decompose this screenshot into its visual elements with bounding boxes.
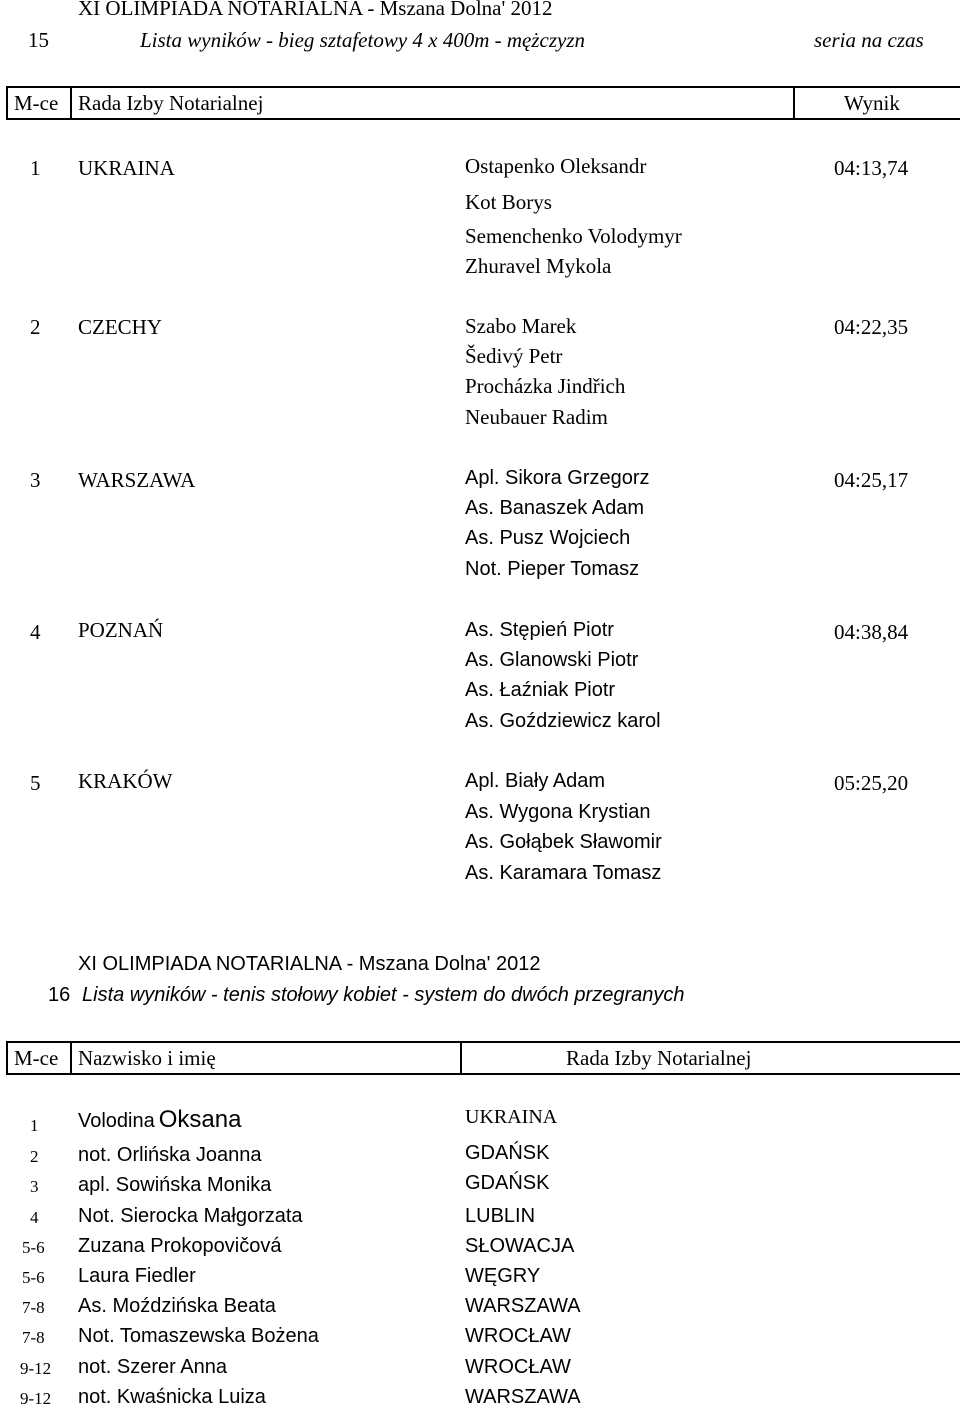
row-name: Not. Tomaszewska Bożena bbox=[78, 1325, 319, 1347]
row-name: Not. Sierocka Małgorzata bbox=[78, 1205, 303, 1227]
team-member: As. Glanowski Piotr bbox=[465, 649, 639, 671]
row-chamber: GDAŃSK bbox=[465, 1172, 550, 1194]
row-place: 1 bbox=[30, 1116, 39, 1135]
header-divider bbox=[70, 1043, 72, 1073]
team-place: 4 bbox=[30, 620, 41, 644]
header-divider bbox=[793, 88, 795, 118]
row-place: 4 bbox=[30, 1208, 39, 1227]
team-member: As. Goździewicz karol bbox=[465, 710, 661, 732]
header-divider bbox=[70, 88, 72, 118]
relay-series-label: seria na czas bbox=[814, 28, 924, 52]
relay-table-header bbox=[6, 86, 960, 120]
row-name: not. Orlińska Joanna bbox=[78, 1144, 262, 1166]
header-place: M-ce bbox=[14, 1045, 59, 1070]
team-member: As. Wygona Krystian bbox=[465, 801, 651, 823]
row-name: apl. Sowińska Monika bbox=[78, 1174, 272, 1196]
team-member: As. Pusz Wojciech bbox=[465, 527, 631, 549]
header-chamber: Rada Izby Notarialnej bbox=[78, 90, 264, 115]
row-name: Laura Fiedler bbox=[78, 1265, 196, 1287]
tennis-list-subtitle: Lista wyników - tenis stołowy kobiet - system do dwóch przegranych bbox=[82, 984, 685, 1006]
row-chamber: UKRAINA bbox=[465, 1106, 558, 1128]
team-member: As. Gołąbek Sławomir bbox=[465, 831, 662, 853]
row-place: 7-8 bbox=[22, 1328, 45, 1347]
row-chamber: LUBLIN bbox=[465, 1205, 536, 1227]
row-name: not. Kwaśnicka Luiza bbox=[78, 1386, 266, 1408]
team-member: Apl. Biały Adam bbox=[465, 770, 606, 792]
tennis-event-title: XI OLIMPIADA NOTARIALNA - Mszana Dolna' 2012 bbox=[78, 953, 541, 975]
team-member: As. Stępień Piotr bbox=[465, 619, 614, 641]
team-chamber: POZNAŃ bbox=[78, 618, 164, 642]
team-member: Šedivý Petr bbox=[465, 344, 563, 368]
team-member: Ostapenko Oleksandr bbox=[465, 154, 647, 178]
row-chamber: SŁOWACJA bbox=[465, 1235, 575, 1257]
team-chamber: UKRAINA bbox=[78, 156, 175, 180]
row-chamber: WROCŁAW bbox=[465, 1325, 571, 1347]
header-place: M-ce bbox=[14, 90, 59, 115]
team-member: Semenchenko Volodymyr bbox=[465, 224, 682, 248]
team-member: Neubauer Radim bbox=[465, 405, 608, 429]
team-member: As. Łaźniak Piotr bbox=[465, 679, 616, 701]
header-name: Nazwisko i imię bbox=[78, 1045, 216, 1070]
team-result: 04:22,35 bbox=[834, 315, 909, 339]
tennis-list-number: 16 bbox=[48, 984, 71, 1006]
row-place: 2 bbox=[30, 1147, 39, 1166]
team-member: As. Banaszek Adam bbox=[465, 497, 644, 519]
row-chamber: WARSZAWA bbox=[465, 1386, 581, 1408]
team-member: As. Karamara Tomasz bbox=[465, 862, 662, 884]
row-place: 5-6 bbox=[22, 1238, 45, 1257]
header-chamber: Rada Izby Notarialnej bbox=[566, 1045, 752, 1070]
header-divider bbox=[460, 1043, 462, 1073]
team-chamber: WARSZAWA bbox=[78, 468, 196, 492]
row-name-first: Volodina bbox=[78, 1110, 155, 1132]
relay-list-number: 15 bbox=[28, 28, 49, 52]
team-member: Zhuravel Mykola bbox=[465, 254, 612, 278]
row-place: 3 bbox=[30, 1177, 39, 1196]
row-name: As. Moździńska Beata bbox=[78, 1295, 276, 1317]
row-place: 9-12 bbox=[20, 1359, 52, 1378]
team-member: Szabo Marek bbox=[465, 314, 577, 338]
team-place: 5 bbox=[30, 771, 41, 795]
row-chamber: WĘGRY bbox=[465, 1265, 541, 1287]
team-member: Procházka Jindřich bbox=[465, 374, 626, 398]
row-chamber: GDAŃSK bbox=[465, 1142, 550, 1164]
team-result: 04:38,84 bbox=[834, 620, 909, 644]
relay-list-subtitle: Lista wyników - bieg sztafetowy 4 x 400m - mężczyzn bbox=[140, 28, 586, 52]
team-result: 04:25,17 bbox=[834, 468, 909, 492]
team-chamber: KRAKÓW bbox=[78, 769, 173, 793]
row-name bbox=[78, 1106, 241, 1134]
team-member: Kot Borys bbox=[465, 190, 552, 214]
row-place: 7-8 bbox=[22, 1298, 45, 1317]
row-chamber: WARSZAWA bbox=[465, 1295, 581, 1317]
team-member: Apl. Sikora Grzegorz bbox=[465, 467, 650, 489]
team-result: 05:25,20 bbox=[834, 771, 909, 795]
row-chamber: WROCŁAW bbox=[465, 1356, 571, 1378]
header-result: Wynik bbox=[844, 90, 900, 115]
team-place: 2 bbox=[30, 315, 41, 339]
tennis-table-header bbox=[6, 1041, 960, 1075]
team-member: Not. Pieper Tomasz bbox=[465, 558, 640, 580]
team-chamber: CZECHY bbox=[78, 315, 162, 339]
row-name-second: Oksana bbox=[158, 1106, 242, 1133]
row-place: 9-12 bbox=[20, 1389, 52, 1408]
team-result: 04:13,74 bbox=[834, 156, 909, 180]
team-place: 1 bbox=[30, 156, 41, 180]
row-name: not. Szerer Anna bbox=[78, 1356, 227, 1378]
relay-event-title: XI OLIMPIADA NOTARIALNA - Mszana Dolna' 2012 bbox=[78, 0, 553, 20]
row-name: Zuzana Prokopovičová bbox=[78, 1235, 282, 1257]
row-place: 5-6 bbox=[22, 1268, 45, 1287]
team-place: 3 bbox=[30, 468, 41, 492]
